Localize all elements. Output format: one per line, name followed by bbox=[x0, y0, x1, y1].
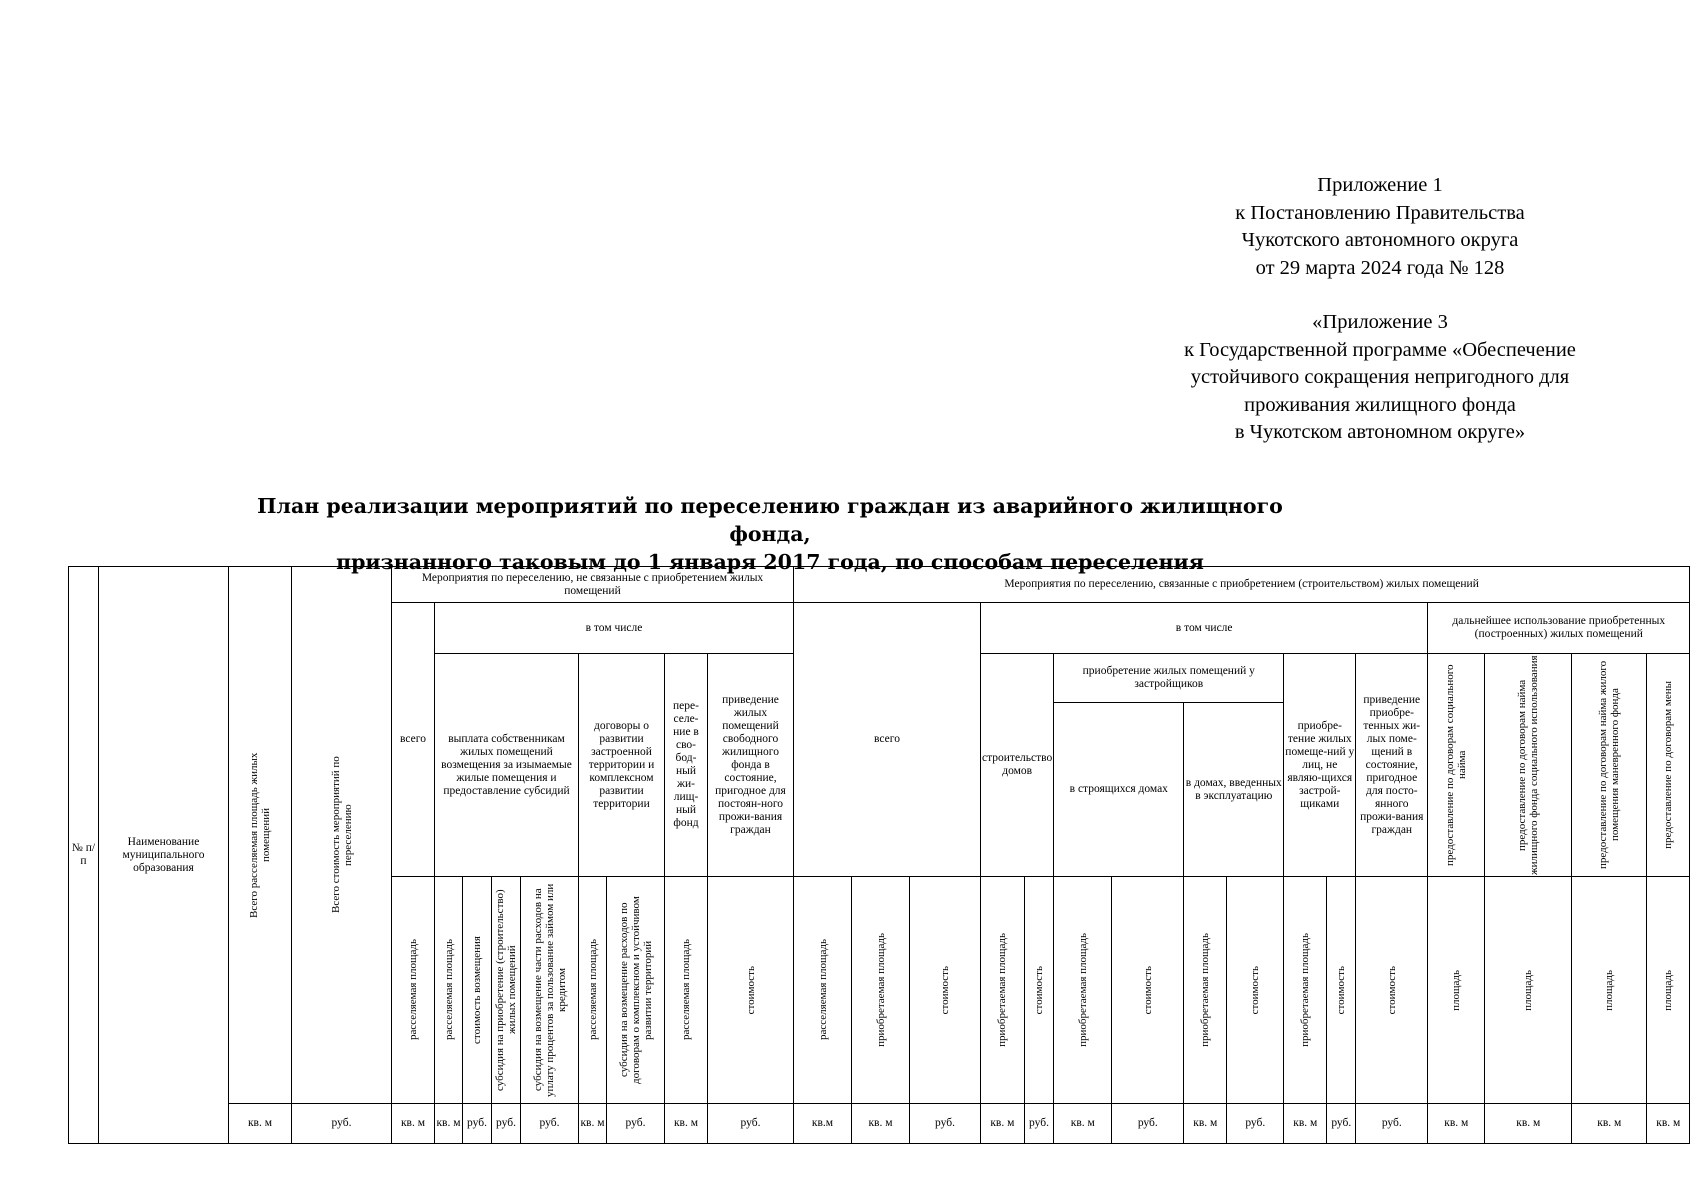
program-line: «Приложение 3 bbox=[1312, 311, 1448, 333]
program-line: к Государственной программе «Обеспечение bbox=[1184, 338, 1576, 361]
leaf-header: расселяемая площадь bbox=[435, 877, 463, 1104]
unit-cell: кв. м bbox=[1485, 1104, 1572, 1144]
unit-cell: руб. bbox=[463, 1104, 492, 1144]
leaf-header: приобретаемая площадь bbox=[1184, 877, 1227, 1104]
use-social-header: предоставление по договорам социального найма bbox=[1428, 654, 1485, 877]
annex-line: Приложение 1 bbox=[1317, 174, 1443, 196]
unit-cell: руб. bbox=[292, 1104, 392, 1144]
leaf-header: стоимость bbox=[708, 877, 794, 1104]
leaf-header: расселяемая площадь bbox=[579, 877, 607, 1104]
further-use-header: дальнейшее использование приобретенных (построенных) жилых помещений bbox=[1428, 603, 1690, 654]
leaf-header: стоимость bbox=[1024, 877, 1054, 1104]
leaf-header: приобретаемая площадь bbox=[1284, 877, 1327, 1104]
unit-cell: кв. м bbox=[392, 1104, 435, 1144]
leaf-header: площадь bbox=[1572, 877, 1647, 1104]
unit-cell: кв. м bbox=[579, 1104, 607, 1144]
unit-cell: руб. bbox=[1356, 1104, 1428, 1144]
unit-cell: кв.м bbox=[794, 1104, 852, 1144]
group-related-header: Мероприятия по переселению, связанные с приобретением (строительством) жилых помещений bbox=[794, 567, 1690, 603]
leaf-header: стоимость возмещения bbox=[463, 877, 492, 1104]
annex-header bbox=[1110, 172, 1650, 447]
leaf-header: площадь bbox=[1647, 877, 1690, 1104]
leaf-header: расселяемая площадь bbox=[392, 877, 435, 1104]
unit-cell: кв. м bbox=[1184, 1104, 1227, 1144]
title-line-1: План реализации мероприятий по переселению граждан из аварийного жилищного фонда, bbox=[257, 494, 1283, 546]
unit-cell: кв. м bbox=[435, 1104, 463, 1144]
leaf-header: площадь bbox=[1428, 877, 1485, 1104]
unit-cell: кв. м bbox=[1054, 1104, 1112, 1144]
payment-header: выплата собственникам жилых помещений возмещения за изымаемые жилые помещения и предоставление субсидий bbox=[435, 654, 579, 877]
including-b-header: в том числе bbox=[981, 603, 1428, 654]
non-developers-header: приобре-тение жилых помеще-ний у лиц, не являю-щихся застрой-щиками bbox=[1284, 654, 1356, 877]
annex-line: к Постановлению Правительства bbox=[1235, 201, 1525, 224]
title-line-2: признанного таковым до 1 января 2017 года, по способам переселения bbox=[336, 550, 1204, 574]
col-total-cost-header: Всего стоимость мероприятий по переселению bbox=[292, 567, 392, 1104]
leaf-header: стоимость bbox=[1227, 877, 1284, 1104]
leaf-header: приобретаемая площадь bbox=[852, 877, 910, 1104]
annex-line: Чукотского автономного округа bbox=[1241, 229, 1519, 251]
leaf-header: стоимость bbox=[910, 877, 981, 1104]
use-social-fund-header: предоставление по договорам найма жилищного фонда социального использования bbox=[1485, 654, 1572, 877]
in-construction-header: в строящихся домах bbox=[1054, 703, 1184, 877]
agreements-header: договоры о развитии застроенной территории и комплексном развитии территории bbox=[579, 654, 665, 877]
unit-cell: руб. bbox=[1227, 1104, 1284, 1144]
total-long-header: всего bbox=[794, 603, 981, 877]
leaf-header: приобретаемая площадь bbox=[981, 877, 1025, 1104]
commissioned-header: в домах, введенных в эксплуатацию bbox=[1184, 703, 1284, 877]
total-short-header: всего bbox=[392, 603, 435, 877]
leaf-header: приобретаемая площадь bbox=[1054, 877, 1112, 1104]
leaf-header: расселяемая площадь bbox=[665, 877, 708, 1104]
construction-header: строительство домов bbox=[981, 654, 1054, 877]
unit-cell: кв. м bbox=[1284, 1104, 1327, 1144]
repair-acquired-header: приведение приобре-тенных жи-лых поме-щений в состояние, пригодное для посто-янного прожи-вания граждан bbox=[1356, 654, 1428, 877]
program-line: устойчивого сокращения непригодного для bbox=[1190, 366, 1570, 388]
annex-line: от 29 марта 2024 года № 128 bbox=[1255, 256, 1505, 279]
unit-cell: руб. bbox=[1024, 1104, 1054, 1144]
col-number-header: № п/п bbox=[69, 567, 99, 1144]
unit-cell: руб. bbox=[492, 1104, 521, 1144]
use-exchange-header: предоставление по договорам мены bbox=[1647, 654, 1690, 877]
leaf-header: стоимость bbox=[1112, 877, 1184, 1104]
unit-cell: кв. м bbox=[665, 1104, 708, 1144]
unit-cell: кв. м bbox=[1572, 1104, 1647, 1144]
resettlement-plan-table bbox=[68, 566, 1690, 1144]
col-municipality-header: Наименование муниципального образования bbox=[99, 567, 229, 1144]
unit-cell: кв. м bbox=[229, 1104, 292, 1144]
unit-cell: кв. м bbox=[1428, 1104, 1485, 1144]
leaf-header: субсидия на приобретение (строительство) жилых помещений bbox=[492, 877, 521, 1104]
repair-free-header: приведение жилых помещений свободного жилищного фонда в состояние, пригодное для постоян-ного прожи-вания граждан bbox=[708, 654, 794, 877]
unit-cell: кв. м bbox=[852, 1104, 910, 1144]
leaf-header: расселяемая площадь bbox=[794, 877, 852, 1104]
unit-cell: руб. bbox=[708, 1104, 794, 1144]
unit-cell: руб. bbox=[910, 1104, 981, 1144]
leaf-header: субсидия на возмещение части расходов на уплату процентов за пользование займом или кредитом bbox=[521, 877, 579, 1104]
document-title bbox=[230, 492, 1310, 576]
leaf-header: стоимость bbox=[1356, 877, 1428, 1104]
unit-cell: руб. bbox=[1112, 1104, 1184, 1144]
group-not-related-header: Мероприятия по переселению, не связанные с приобретением жилых помещений bbox=[392, 567, 794, 603]
program-line: в Чукотском автономном округе» bbox=[1234, 421, 1526, 443]
unit-cell: руб. bbox=[607, 1104, 665, 1144]
developers-header: приобретение жилых помещений у застройщиков bbox=[1054, 654, 1284, 703]
unit-cell: руб. bbox=[1327, 1104, 1356, 1144]
leaf-header: стоимость bbox=[1327, 877, 1356, 1104]
unit-cell: руб. bbox=[521, 1104, 579, 1144]
program-line: проживания жилищного фонда bbox=[1244, 393, 1516, 416]
col-total-area-header: Всего расселяемая площадь жилых помещений bbox=[229, 567, 292, 1104]
unit-cell: кв. м bbox=[981, 1104, 1025, 1144]
leaf-header: площадь bbox=[1485, 877, 1572, 1104]
unit-cell: кв. м bbox=[1647, 1104, 1690, 1144]
leaf-header: субсидия на возмещение расходов по договорам о комплексном и устойчивом развитии территорий bbox=[607, 877, 665, 1104]
use-maneuver-header: предоставление по договорам найма жилого помещения маневренного фонда bbox=[1572, 654, 1647, 877]
free-fund-header: пере-селе-ние в сво-бод-ный жи-лищ-ный фонд bbox=[665, 654, 708, 877]
including-a-header: в том числе bbox=[435, 603, 794, 654]
